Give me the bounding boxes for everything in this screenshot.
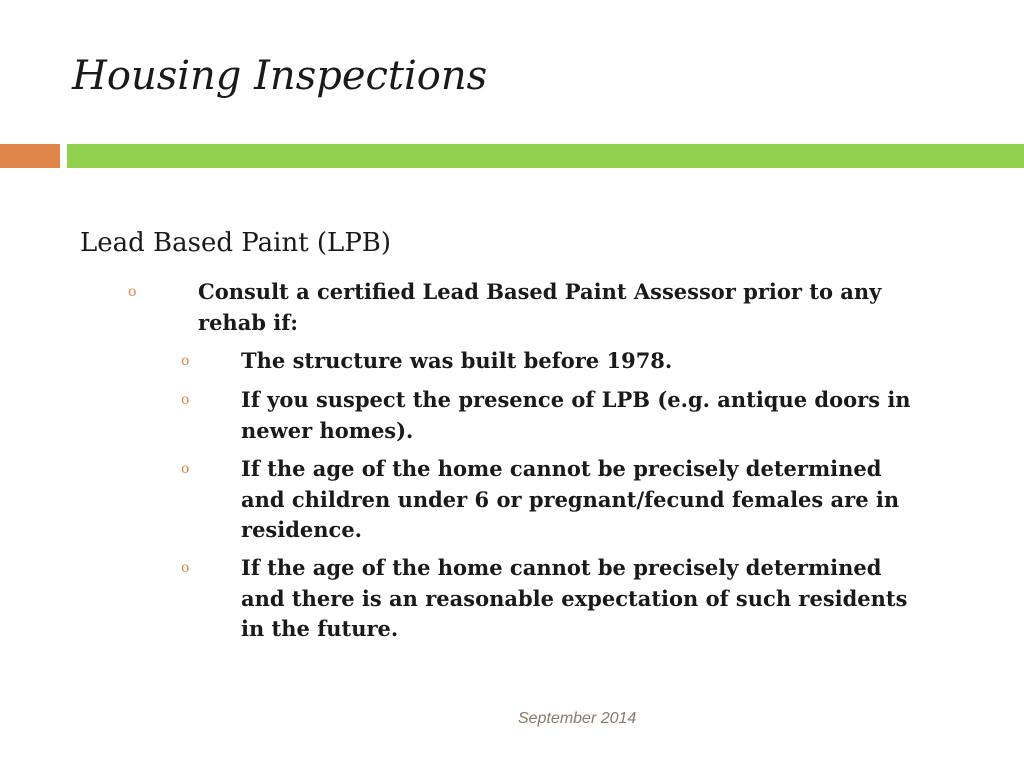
- sub-bullet: [181, 385, 931, 446]
- bullet-marker-icon: o: [181, 353, 190, 369]
- accent-bar-orange: [0, 144, 60, 168]
- accent-bar-green: [67, 144, 1024, 168]
- bullet-marker-icon: o: [181, 461, 190, 477]
- sub-bullet-text: If the age of the home cannot be precisely determined and children under 6 or pregnant/fecund females are in residence.: [241, 456, 900, 542]
- bullet-marker-icon: o: [181, 560, 190, 576]
- footer-date: September 2014: [518, 710, 637, 727]
- bullet-marker-icon: o: [181, 392, 190, 408]
- sub-bullet-text: If the age of the home cannot be precisely determined and there is an reasonable expectation of such residents in the future.: [241, 555, 908, 641]
- main-bullet-text: Consult a certified Lead Based Paint Assessor prior to any rehab if:: [198, 279, 882, 335]
- sub-bullet: [181, 346, 931, 377]
- slide-title: Housing Inspections: [72, 53, 488, 99]
- sub-bullet: [181, 553, 931, 645]
- sub-bullet: [181, 454, 931, 546]
- sub-bullet-text: If you suspect the presence of LPB (e.g. antique doors in newer homes).: [241, 387, 911, 443]
- bullet-marker-icon: o: [128, 284, 137, 300]
- main-bullet: [128, 277, 928, 338]
- sub-bullet-text: The structure was built before 1978.: [241, 348, 673, 373]
- section-heading: Lead Based Paint (LPB): [80, 228, 392, 258]
